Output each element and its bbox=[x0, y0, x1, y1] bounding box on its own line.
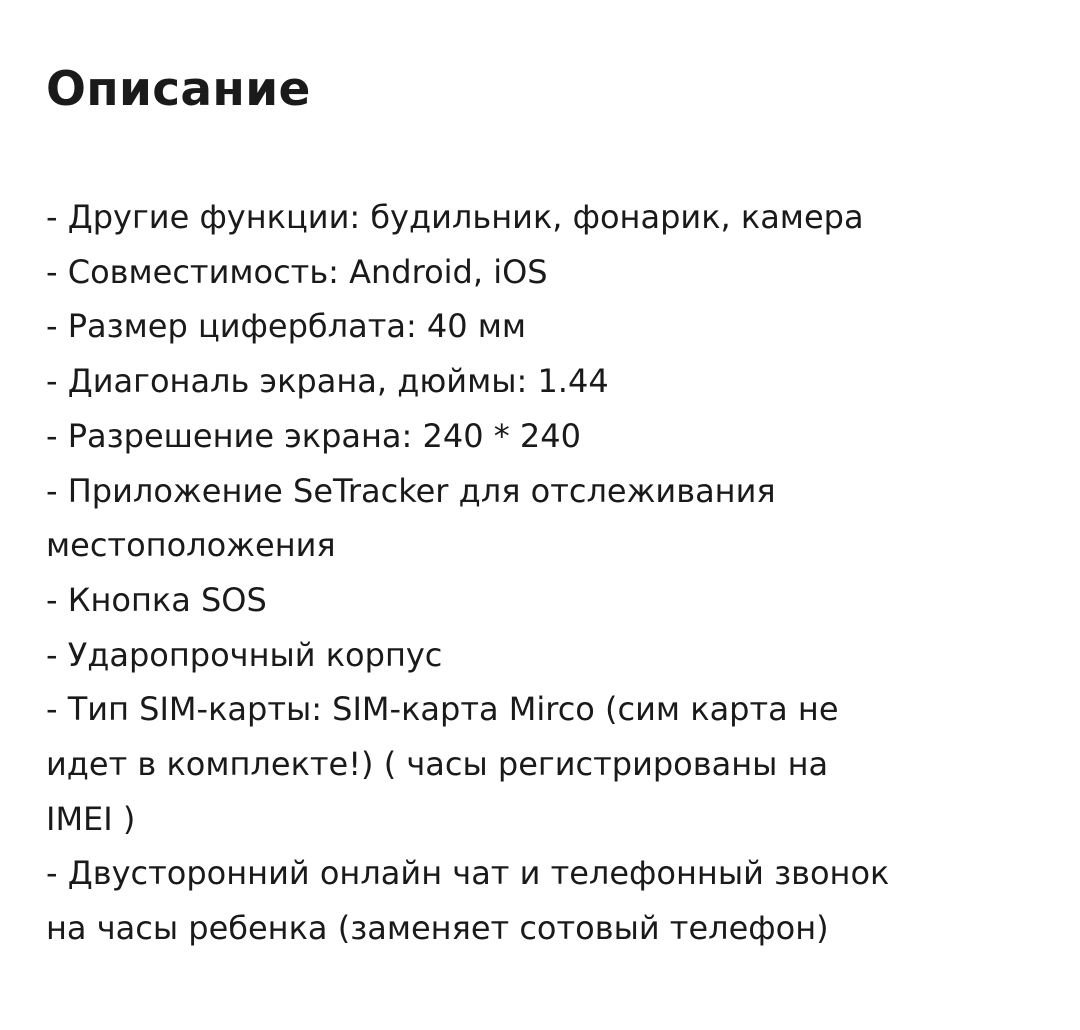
description-line: - Разрешение экрана: 240 * 240 bbox=[46, 416, 581, 455]
description-line: - Размер циферблата: 40 мм bbox=[46, 307, 527, 346]
section-title: Описание bbox=[46, 62, 311, 117]
description-line: IMEI ) bbox=[46, 799, 136, 838]
description-line: местоположения bbox=[46, 526, 336, 565]
description-line: на часы ребенка (заменяет сотовый телефон) bbox=[46, 909, 829, 948]
description-line: - Ударопрочный корпус bbox=[46, 635, 443, 674]
description-line: - Другие функции: будильник, фонарик, камера bbox=[46, 198, 864, 236]
description-line: - Тип SIM-карты: SIM-карта Mirco (сим карта не bbox=[46, 690, 839, 729]
description-text bbox=[46, 190, 1040, 956]
description-line: - Приложение SeTracker для отслеживания bbox=[46, 471, 776, 510]
description-line: идет в комплекте!) ( часы регистрированы на bbox=[46, 745, 829, 784]
description-line: - Диагональ экрана, дюймы: 1.44 bbox=[46, 362, 609, 401]
description-line: - Двусторонний онлайн чат и телефонный звонок bbox=[46, 854, 890, 893]
description-line: - Кнопка SOS bbox=[46, 580, 267, 619]
description-line: - Совместимость: Android, iOS bbox=[46, 252, 548, 291]
